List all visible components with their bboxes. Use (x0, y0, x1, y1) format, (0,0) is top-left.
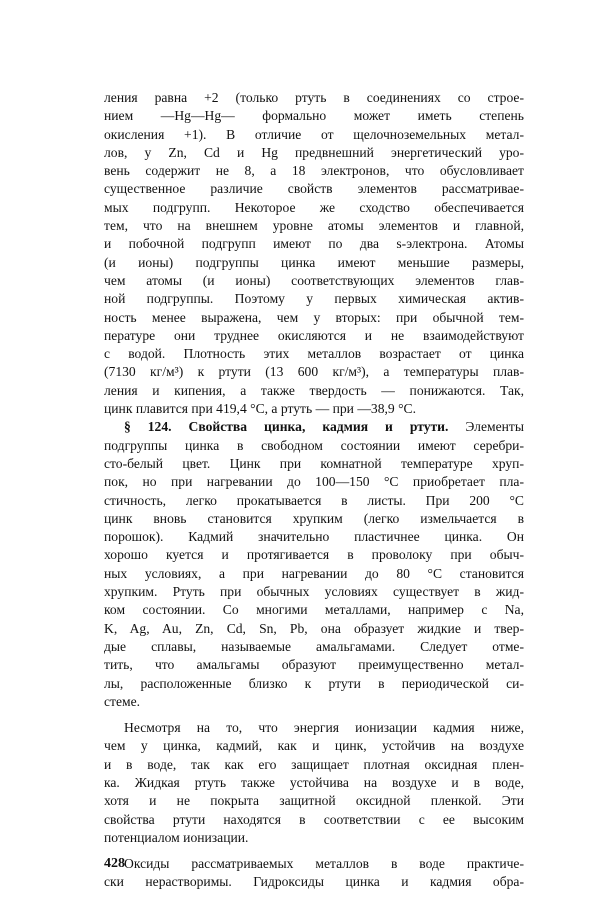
text-line: хотя и не покрыта защитной оксидной пленкой. Эти (104, 793, 524, 809)
text-line: хорошо куется и протягивается в проволоку при обыч- (104, 547, 524, 563)
section-title: Свойства цинка, кадмия и ртути. (188, 419, 449, 435)
text-line: Оксиды рассматриваемых металлов в воде практиче- (124, 856, 524, 872)
text-line: ски нерастворимы. Гидроксиды цинка и кадмия обра- (104, 874, 524, 890)
text-line: существенное различие свойств элементов рассматривае- (104, 181, 524, 197)
text-line: мых подгрупп. Некоторое же сходство обеспечивается (104, 199, 524, 215)
text-line: (и ионы) подгруппы цинка имеют меньшие размеры, (104, 254, 524, 270)
text-line: нием —Hg—Hg— формально может иметь степень (104, 108, 524, 124)
text-line: и побочной подгрупп имеют по два s-электрона. Атомы (104, 236, 524, 252)
text-line: стичность, легко прокатывается в листы. При 200 °С (104, 492, 524, 508)
text-line: ления равна +2 (только ртуть в соединениях со строе- (104, 90, 524, 105)
page-body (104, 89, 524, 892)
text-line: потенциалом ионизации. (104, 829, 249, 845)
text-line: хрупким. Ртуть при обычных условиях существует в жид- (104, 584, 524, 600)
paragraph-4 (104, 855, 524, 892)
paragraph-1 (104, 89, 524, 418)
text-line: стеме. (104, 693, 141, 709)
text-line: лы, расположенные близко к ртути в периодической си- (104, 675, 524, 691)
text-line: цинк вновь становится хрупким (легко измельчается в (104, 510, 524, 526)
text-line: с водой. Плотность этих металлов возрастает от цинка (104, 346, 524, 362)
page-number: 428 (104, 856, 125, 871)
text-line: Несмотря на то, что энергия ионизации кадмия ниже, (124, 720, 524, 736)
text-line: ность менее выражена, чем у вторых: при обычной тем- (104, 309, 524, 325)
text-line: (7130 кг/м³) к ртути (13 600 кг/м³), а температуры плав- (104, 364, 524, 380)
text-line: лов, у Zn, Cd и Hg предвнешний энергетический уро- (104, 144, 524, 160)
text-line: чем у цинка, кадмий, как и цинк, устойчив на воздухе (104, 738, 524, 754)
text-line: K, Ag, Au, Zn, Cd, Sn, Pb, она образует жидкие и твер- (104, 620, 524, 636)
text-line: ных условиях, а при нагревании до 80 °С становится (104, 565, 524, 581)
paragraph-2 (104, 418, 524, 711)
text-fragment: Элементы (465, 419, 524, 435)
text-line: тить, что амальгамы образуют преимущественно метал- (104, 657, 524, 673)
text-line: дые сплавы, называемые амальгамами. Следует отме- (104, 638, 524, 654)
text-line: вень содержит не 8, а 18 электронов, что обусловливает (104, 163, 524, 179)
text-line: ком состоянии. Со многими металлами, например с Na, (104, 602, 524, 618)
text-line: пок, но при нагревании до 100—150 °С приобретает пла- (104, 474, 524, 490)
text-line: цинк плавится при 419,4 °С, а ртуть — при —38,9 °С. (104, 401, 416, 417)
text-line: порошок). Кадмий значительно пластичнее цинка. Он (104, 529, 524, 545)
text-line: тем, что на внешнем уровне атомы элементов и главной, (104, 218, 524, 234)
text-line: чем атомы (и ионы) соответствующих элементов глав- (104, 272, 524, 288)
text-line: ления и кипения, а также твердость — понижаются. Так, (104, 382, 524, 398)
text-line: ка. Жидкая ртуть также устойчива на воздухе и в воде, (104, 774, 524, 790)
text-line: и в воде, так как его защищает плотная оксидная плен- (104, 756, 524, 772)
section-number: § 124. (124, 419, 172, 435)
paragraph-3 (104, 719, 524, 847)
text-line: свойства ртути находятся в соответствии с ее высоким (104, 811, 524, 827)
text-line: окисления +1). В отличие от щелочноземельных метал- (104, 126, 524, 142)
text-line: ной подгруппы. Поэтому у первых химическая актив- (104, 291, 524, 307)
text-line: пературе они труднее окисляются и не взаимодействуют (104, 327, 524, 343)
section-heading-line (104, 418, 524, 436)
text-line: подгруппы цинка в свободном состоянии имеют серебри- (104, 437, 524, 453)
text-line: сто-белый цвет. Цинк при комнатной температуре хруп- (104, 455, 524, 471)
